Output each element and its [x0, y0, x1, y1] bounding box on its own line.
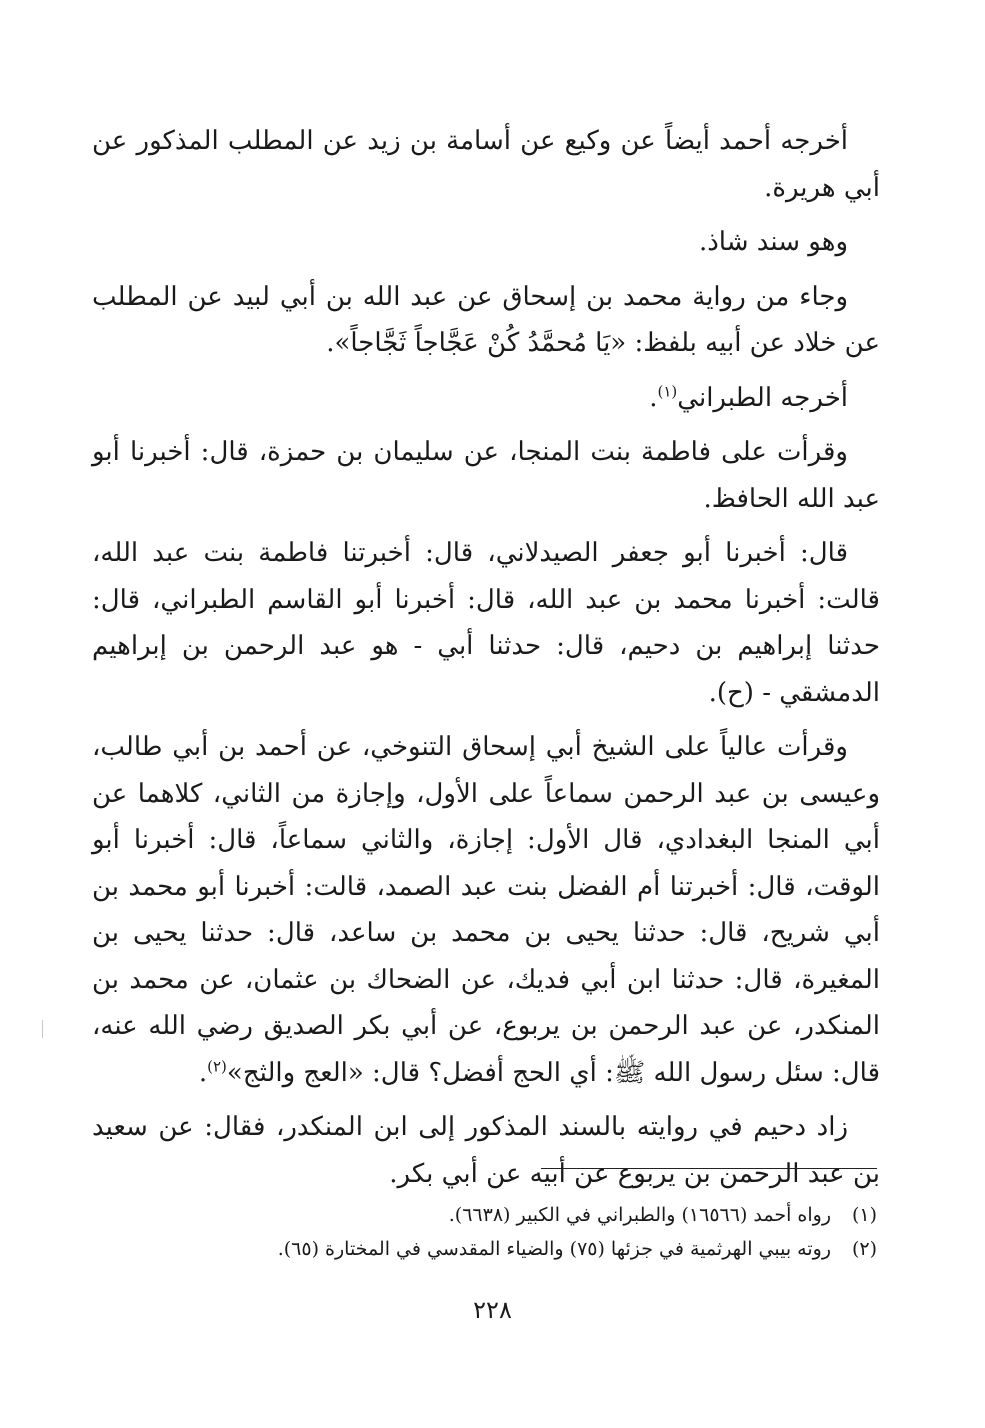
paragraph-4-end: .	[649, 382, 658, 413]
paragraph-7-end: .	[198, 1057, 208, 1088]
paragraph-2: وهو سند شاذ.	[698, 227, 848, 257]
footnote-ref-2[interactable]: (٢)	[207, 1056, 227, 1075]
paragraph-7	[92, 724, 880, 1096]
paragraph-5: وقرأت على فاطمة بنت المنجا، عن سليمان بن حمزة، قال: أخبرنا أبو عبد الله الحافظ.	[92, 437, 880, 514]
paragraph-4-text: أخرجه الطبراني	[677, 382, 848, 413]
paragraph-8: زاد دحيم في روايته بالسند المذكور إلى ابن المنكدر، فقال: عن سعيد بن عبد الرحمن بن يربوع عن أبيه عن أبي بكر.	[92, 1112, 880, 1189]
footnote-1	[97, 1198, 877, 1232]
footnotes	[97, 1198, 877, 1266]
scan-mark	[42, 1020, 43, 1038]
paragraph-4	[92, 375, 880, 422]
footnote-ref-1[interactable]: (١)	[657, 381, 678, 400]
footnote-2-number: (٢)	[851, 1238, 877, 1260]
footnote-2	[97, 1232, 877, 1266]
paragraph-7-text: وقرأت عالياً على الشيخ أبي إسحاق التنوخي، عن أحمد بن أبي طالب، وعيسى بن عبد الرحمن سماعاً على الأول، وإجازة من الثاني، كلاهما عن أبي المنجا البغدادي، قال الأول: إجازة، والثاني سماعاً، قال: أخبرنا أبو الوقت، قال: أخبرتنا أم الفضل بنت عبد الصمد، قالت: أخبرنا أبو محمد بن أبي شريح، قال: حدثنا يحيى بن محمد بن ساعد، قال: حدثنا يحيى بن المغيرة، قال: حدثنا ابن أبي فديك، عن الضحاك بن عثمان، عن محمد بن المنكدر، عن عبد الرحمن بن يربوع، عن أبي بكر الصديق رضي الله عنه، قال: سئل رسول الله ﷺ: أي الحج أفضل؟ قال: «العج والثج»	[92, 732, 880, 1088]
footnote-1-text: رواه أحمد (١٦٥٦٦) والطبراني في الكبير (٦٦٣٨).	[448, 1204, 831, 1226]
footnote-2-text: روته بيبي الهرثمية في جزئها (٧٥) والضياء المقدسي في المختارة (٦٥).	[277, 1238, 831, 1260]
footnote-separator	[541, 1168, 877, 1169]
paragraph-3: وجاء من رواية محمد بن إسحاق عن عبد الله بن أبي لبيد عن المطلب عن خلاد عن أبيه بلفظ: «يَا مُحمَّدُ كُنْ عَجَّاجاً ثَجَّاجاً».	[92, 281, 880, 358]
paragraph-6: قال: أخبرنا أبو جعفر الصيدلاني، قال: أخبرتنا فاطمة بنت عبد الله، قالت: أخبرنا محمد بن عبد الله، قال: أخبرنا أبو القاسم الطبراني، قال: حدثنا إبراهيم بن دحيم، قال: حدثنا أبي - هو عبد الرحمن بن إبراهيم الدمشقي - (ح).	[92, 538, 880, 708]
main-text	[92, 118, 880, 1205]
page-number: ٢٢٨	[473, 1296, 512, 1324]
footnote-1-number: (١)	[851, 1204, 877, 1226]
paragraph-1: أخرجه أحمد أيضاً عن وكيع عن أسامة بن زيد عن المطلب المذكور عن أبي هريرة.	[92, 126, 880, 203]
